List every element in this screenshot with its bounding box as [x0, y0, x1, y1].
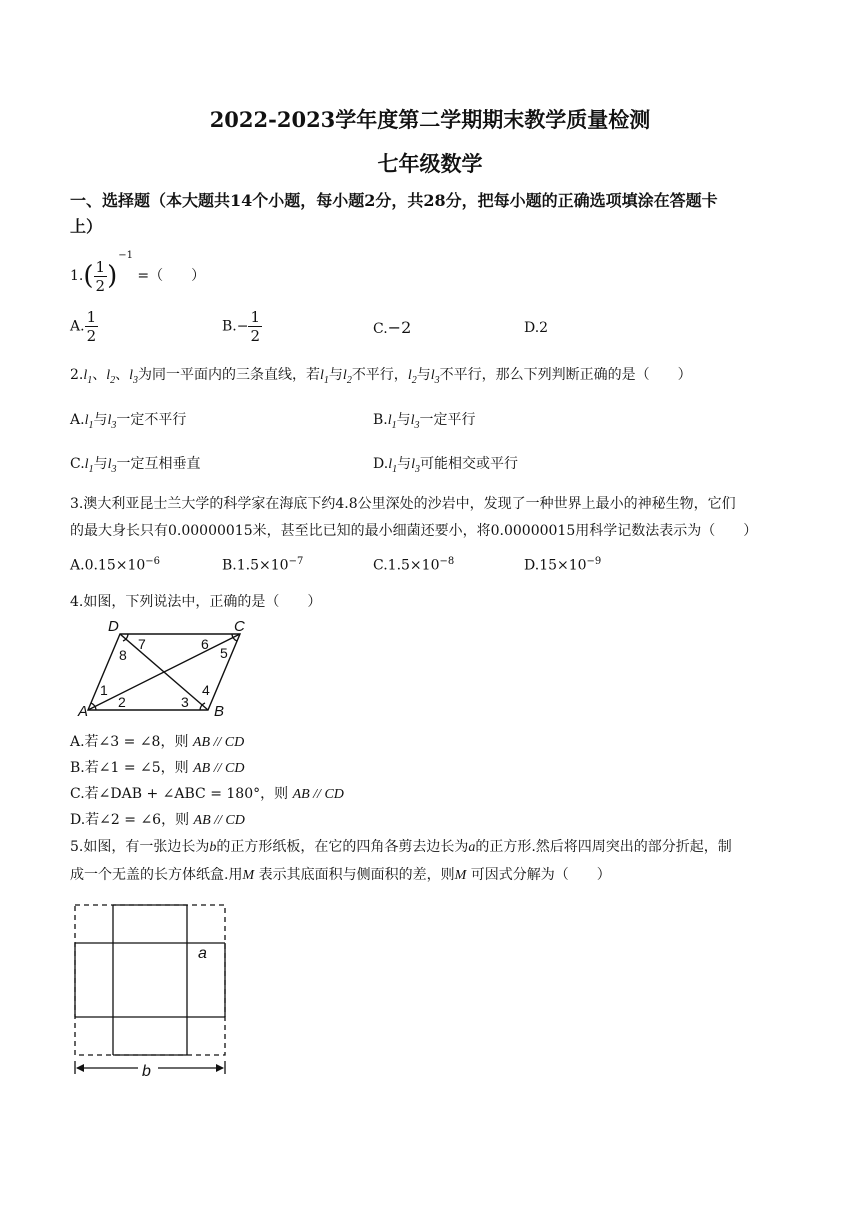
q4-option-c: C.若∠DAB + ∠ABC = 180°，则 AB // CD	[70, 786, 344, 802]
q1-option-c: C.−2	[373, 318, 412, 337]
label-A: A	[78, 703, 89, 718]
q4-option-d: D.若∠2 = ∠6，则 AB // CD	[70, 812, 245, 828]
question-4: 4.如图，下列说法中，正确的是（ ）	[70, 594, 322, 610]
label-C: C	[234, 618, 245, 635]
q1-option-d: D.2	[524, 320, 549, 336]
angle-label-6: 6	[201, 636, 209, 652]
q3-option-c: $C.1.5\times 10^{-8}$	[373, 556, 455, 574]
question-1	[70, 250, 205, 295]
square-outline-dashed	[75, 905, 225, 1055]
angle-label-5: 5	[220, 645, 228, 661]
label-b: b	[142, 1063, 151, 1080]
q3-option-d: $D.15\times 10^{-9}$	[524, 556, 602, 574]
question-number: 1.	[70, 268, 84, 284]
arrowhead-right	[216, 1064, 224, 1072]
q1-option-b: B.− $\frac{1}{2}$	[222, 308, 261, 345]
angle-label-1: 1	[100, 682, 108, 698]
answer-blank: =（ ）	[137, 268, 206, 284]
angle-label-3: 3	[181, 694, 189, 710]
question-3-line2: 的最大身长只有0.00000015米，甚至比已知的最小细菌还要小，将0.00000015用科学记数法表示为（ ）	[70, 523, 758, 539]
diagonal-bd	[120, 634, 208, 710]
section-heading: 一、选择题（本大题共14个小题，每小题2分，共28分，把每小题的正确选项填涂在答题卡	[70, 191, 718, 210]
fraction-half: $\frac{1}{2}$	[95, 257, 106, 295]
angle-label-4: 4	[202, 682, 210, 698]
angle-label-2: 2	[118, 694, 126, 710]
question-5-line1: 5.如图，有一张边长为b的正方形纸板，在它的四角各剪去边长为a的正方形.然后将四周突出的部分折起，制	[70, 839, 732, 855]
q2-option-a: $A.l_1$与$l_3$一定不平行	[70, 412, 187, 431]
paren-open: (	[83, 261, 94, 291]
label-a: a	[198, 945, 207, 962]
angle-label-7: 7	[138, 636, 146, 652]
q3-option-a: $A.0.15\times 10^{-6}$	[70, 556, 161, 574]
question-5-line2: 成一个无盖的长方体纸盒.用M 表示其底面积与侧面积的差，则M 可因式分解为（ ）	[70, 867, 611, 883]
q3-option-b: $B.1.5\times 10^{-7}$	[222, 556, 304, 574]
question-3-line1: 3.澳大利亚昆士兰大学的科学家在海底下约4.8公里深处的沙岩中，发现了一种世界上最小的神秘生物，它们	[70, 496, 736, 512]
exam-title: 2022-2023学年度第二学期期末教学质量检测	[209, 107, 651, 132]
question-2: $2.l_1$、$l_2$、$l_3$为同一平面内的三条直线，若$l_1$与$l_2$不平行，$l_2$与$l_3$不平行，那么下列判断正确的是（ ）	[70, 367, 692, 386]
q2-option-b: $B.l_1$与$l_3$一定平行	[373, 412, 476, 431]
arrowhead-left	[76, 1064, 84, 1072]
q2-option-d: $D.l_1$与$l_3$可能相交或平行	[373, 456, 518, 475]
section-heading-cont: 上）	[70, 217, 103, 236]
exponent: −1	[118, 250, 133, 261]
paren-close: )	[107, 261, 118, 291]
q1-option-a: A. $\frac{1}{2}$	[70, 308, 97, 345]
angle-label-8: 8	[119, 647, 127, 663]
q4-option-b: B.若∠1 = ∠5，则 AB // CD	[70, 760, 245, 776]
paper-box-figure	[70, 900, 235, 1082]
q4-option-a: A.若∠3 = ∠8，则 AB // CD	[70, 734, 245, 750]
exam-subtitle: 七年级数学	[377, 151, 483, 176]
label-B: B	[214, 703, 225, 718]
q2-option-c: $C.l_1$与$l_3$一定互相垂直	[70, 456, 201, 475]
parallelogram-figure	[74, 616, 254, 718]
label-D: D	[108, 618, 119, 635]
